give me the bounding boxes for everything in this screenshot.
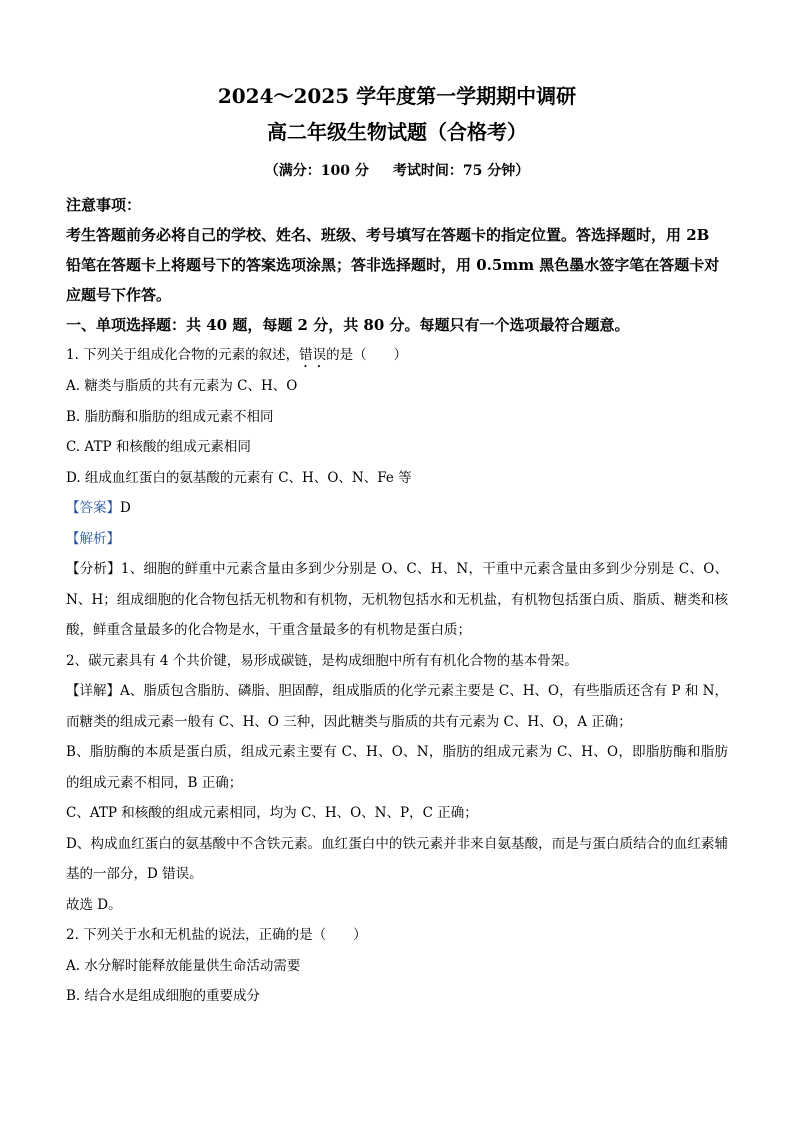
full-score: （满分：100 分 [264,163,369,179]
question-2-stem: 2. 下列关于水和无机盐的说法，正确的是（ ） [66,927,367,943]
answer-tag: 【答案】 [66,500,120,516]
exam-subject-title: 高二年级生物试题（合格考） [267,120,527,144]
exam-time: 考试时间：75 分钟） [392,163,530,179]
question-1-option-b: B. 脂肪酶和脂肪的组成元素不相同 [66,408,274,425]
question-2-option-a: A. 水分解时能释放能量供生命活动需要 [66,957,301,974]
question-2-option-b: B. 结合水是组成细胞的重要成分 [66,988,261,1004]
question-1-answer [66,493,728,524]
xiangjie-c: C、ATP 和核酸的组成元素相同，均为 C、H、O、N、P，C 正确； [66,805,478,821]
fenxi-paragraph-2: 2、碳元素具有 4 个共价键，易形成碳链，是构成细胞中所有有机化合物的基本骨架。 [66,652,578,669]
question-1-conclusion: 故选 D。 [66,896,122,913]
question-1-option-a: A. 糖类与脂质的共有元素为 C、H、O [66,378,298,394]
notice-text: 考生答题前务必将自己的学校、姓名、班级、考号填写在答题卡的指定位置。答选择题时，用 2B 铅笔在答题卡上将题号下的答案选项涂黑；答非选择题时，用 0.5mm 黑色墨水签字笔在答题卡对应题号下作答。 [66,226,720,304]
answer-value: D [120,500,131,516]
notice-heading: 注意事项： [66,196,142,214]
exam-title: 2024～2025 学年度第一学期期中调研 [217,84,577,108]
question-1-option-c: C. ATP 和核酸的组成元素相同 [66,439,251,455]
analysis-tag: 【解析】 [66,530,120,547]
emphasis-text: 错误 [299,347,327,363]
section-heading: 一、单项选择题：共 40 题，每题 2 分，共 80 分。每题只有一个选项最符合题意。 [66,316,630,334]
question-1-option-d: D. 组成血红蛋白的氨基酸的元素有 C、H、O、N、Fe 等 [66,469,412,486]
question-1-stem: 1. 下列关于组成化合物的元素的叙述，错误的是（ ） [66,347,408,363]
fenxi-tag: 【分析】 [66,561,121,577]
exam-meta [0,160,794,182]
xiangjie-tag: 【详解】 [66,683,121,699]
xiangjie-b: B、脂肪酶的本质是蛋白质，组成元素主要有 C、H、O、N，脂肪的组成元素为 C、H、O，即脂肪酶和脂肪的组成元素不相同，B 正确； [66,744,728,791]
exam-body [66,190,728,1012]
fenxi-paragraph: 【分析】1、细胞的鲜重中元素含量由多到少分别是 O、C、H、N，干重中元素含量由多到少分别是 C、O、N、H；组成细胞的化合物包括无机物和有机物，无机物包括水和无机盐，有机物包括蛋白质、脂质、糖类和核酸，鲜重含量最多的化合物是水，干重含量最多的有机物是蛋白质； [66,561,728,638]
xiangjie-d: D、构成血红蛋白的氨基酸中不含铁元素。血红蛋白中的铁元素并非来自氨基酸，而是与蛋白质结合的血红素辅基的一部分，D 错误。 [66,835,728,882]
xiangjie-a: 【详解】A、脂质包含脂肪、磷脂、胆固醇，组成脂质的化学元素主要是 C、H、O，有些脂质还含有 P 和 N，而糖类的组成元素一般有 C、H、O 三种，因此糖类与脂质的共有元素为 C、H、O，A 正确； [66,683,729,730]
